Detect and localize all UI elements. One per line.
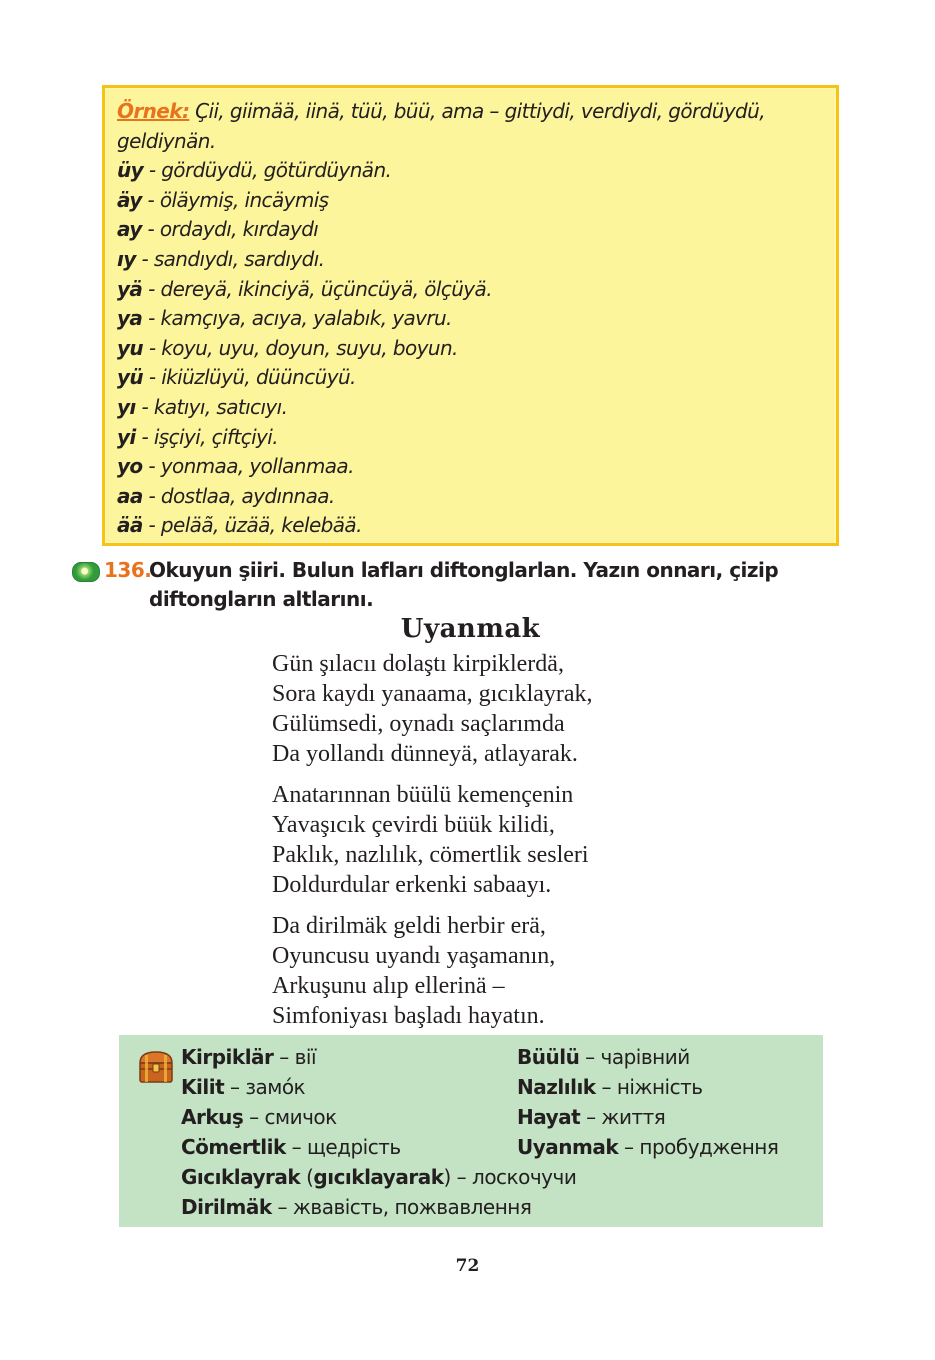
example-box	[102, 85, 839, 546]
treasure-chest-icon	[136, 1049, 176, 1085]
diphthong-key: ıy	[117, 246, 136, 271]
diphthong-examples: - dereyä, ikinciyä, üçüncüyä, ölçüyä.	[142, 276, 492, 301]
vocabulary-entry	[181, 1192, 576, 1222]
poem-line: Simfoniyası başladı hayatın.	[272, 1003, 545, 1029]
vocabulary-entry	[181, 1162, 576, 1192]
poem-title: Uyanmak	[400, 614, 541, 644]
exercise-text: Okuyun şiiri. Bulun lafları diftonglarlan. Yazın onnarı, çizip diftongların altlarını.	[149, 558, 779, 611]
vocabulary-translation: – ніжність	[595, 1075, 703, 1099]
vocabulary-translation: – вії	[273, 1045, 317, 1069]
vocabulary-entry	[181, 1132, 401, 1162]
vocabulary-term: Nazlılık	[517, 1075, 596, 1099]
poem-line: Da yollandı dünneyä, atlayarak.	[272, 741, 578, 767]
poem-stanza	[272, 649, 832, 769]
vocabulary-entry	[181, 1072, 401, 1102]
diphthong-key: ya	[117, 306, 143, 331]
diphthong-key: ää	[117, 513, 143, 538]
diphthong-examples: - gördüydü, götürdüynän.	[143, 158, 392, 183]
poem-line: Sora kaydı yanaama, gıcıklayrak,	[272, 681, 593, 707]
diphthong-key: yi	[117, 424, 136, 449]
poem-line: Da dirilmäk geldi herbir erä,	[272, 913, 546, 939]
vocabulary-term: Uyanmak	[517, 1135, 619, 1159]
vocabulary-paren: (	[300, 1165, 314, 1189]
vocabulary-entry	[517, 1072, 778, 1102]
example-row	[117, 186, 824, 216]
diphthong-examples: - dostlaa, aydınnaa.	[142, 483, 335, 508]
diphthong-key: yu	[117, 335, 144, 360]
vocabulary-entry	[181, 1102, 401, 1132]
example-row	[117, 393, 824, 423]
vocabulary-term-variant: gıcıklayarak	[313, 1165, 444, 1189]
vocabulary-term: Arkuş	[181, 1105, 244, 1129]
example-intro	[117, 97, 824, 156]
diphthong-examples: - ikiüzlüyü, düüncüyü.	[143, 365, 356, 390]
vocabulary-translation: – пробудження	[618, 1135, 779, 1159]
vocabulary-term: Hayat	[517, 1105, 581, 1129]
poem-line: Gün şılacıı dolaştı kirpiklerdä,	[272, 651, 564, 677]
diphthong-examples: - katıyı, satıcıyı.	[135, 394, 288, 419]
diphthong-examples: - koyu, uyu, doyun, suyu, boyun.	[143, 335, 458, 360]
diphthong-key: yo	[117, 454, 143, 479]
diphthong-key: yü	[117, 365, 144, 390]
vocabulary-entry	[517, 1102, 778, 1132]
example-row	[117, 482, 824, 512]
diphthong-examples: - ordaydı, kırdaydı	[141, 217, 319, 242]
example-intro-text: Çii, giimää, iinä, tüü, büü, ama – gittiydi, verdiydi, gördüydü, geldiynän.	[117, 99, 765, 153]
poem-stanza	[272, 911, 832, 1031]
diphthong-examples: - işçiyi, çiftçiyi.	[135, 424, 279, 449]
diphthong-examples: - peläã, üzää, kelebää.	[142, 513, 362, 538]
vocabulary-term: Gıcıklayrak	[181, 1165, 301, 1189]
example-row	[117, 363, 824, 393]
diphthong-examples: - kamçıya, acıya, yalabık, yavru.	[142, 306, 452, 331]
vocabulary-term: Cömertlik	[181, 1135, 286, 1159]
diphthong-key: ay	[117, 217, 142, 242]
example-row	[117, 304, 824, 334]
vocabulary-translation: – смичок	[243, 1105, 337, 1129]
vocabulary-translation: – замóк	[224, 1075, 306, 1099]
example-row	[117, 215, 824, 245]
example-row	[117, 452, 824, 482]
poem-line: Doldurdular erkenki sabaayı.	[272, 872, 552, 898]
example-row	[117, 334, 824, 364]
vocabulary-translation: – життя	[580, 1105, 666, 1129]
poem-line: Paklık, nazlılık, cömertlik sesleri	[272, 842, 589, 868]
diphthong-examples: - sandıydı, sardıydı.	[135, 246, 325, 271]
poem-line: Oyuncusu uyandı yaşamanın,	[272, 943, 556, 969]
exercise-number: 136.	[104, 558, 152, 582]
vocabulary-entry	[181, 1042, 401, 1072]
diphthong-examples: - öläymiş, incäymiş	[141, 187, 329, 212]
vocabulary-column-right	[517, 1042, 778, 1162]
diphthong-key: äy	[117, 187, 142, 212]
poem-line: Yavaşıcık çevirdi büük kilidi,	[272, 812, 555, 838]
poem-line: Gülümsedi, oynadı saçlarımda	[272, 711, 565, 737]
vocabulary-column-left	[181, 1042, 401, 1162]
example-row	[117, 511, 824, 541]
example-row	[117, 156, 824, 186]
vocabulary-translation: ) – лоскочучи	[443, 1165, 577, 1189]
poem-line: Arkuşunu alıp ellerinä –	[272, 973, 505, 999]
vocabulary-translation: – жвавість, пожвавлення	[271, 1195, 532, 1219]
diphthong-key: üy	[117, 158, 144, 183]
vocabulary-full-rows	[181, 1162, 576, 1222]
page-number: 72	[455, 1256, 480, 1276]
vocabulary-entry	[517, 1042, 778, 1072]
vocabulary-box	[119, 1035, 823, 1227]
poem	[272, 649, 832, 1042]
vocabulary-entry	[517, 1132, 778, 1162]
vocabulary-term: Kilit	[181, 1075, 225, 1099]
vocabulary-term: Kirpiklär	[181, 1045, 274, 1069]
vocabulary-term: Dirilmäk	[181, 1195, 272, 1219]
diphthong-key: yä	[117, 276, 143, 301]
exercise-bullet-icon	[72, 562, 100, 582]
vocabulary-translation: – щедрість	[285, 1135, 401, 1159]
example-label: Örnek:	[117, 99, 190, 123]
diphthong-examples: - yonmaa, yollanmaa.	[142, 454, 354, 479]
poem-line: Anatarınnan büülü kemençenin	[272, 782, 574, 808]
vocabulary-term: Büülü	[517, 1045, 580, 1069]
poem-stanza	[272, 780, 832, 900]
example-row	[117, 275, 824, 305]
vocabulary-translation: – чарівний	[579, 1045, 690, 1069]
example-row	[117, 423, 824, 453]
diphthong-key: aa	[117, 483, 143, 508]
diphthong-key: yı	[117, 394, 136, 419]
example-row	[117, 245, 824, 275]
